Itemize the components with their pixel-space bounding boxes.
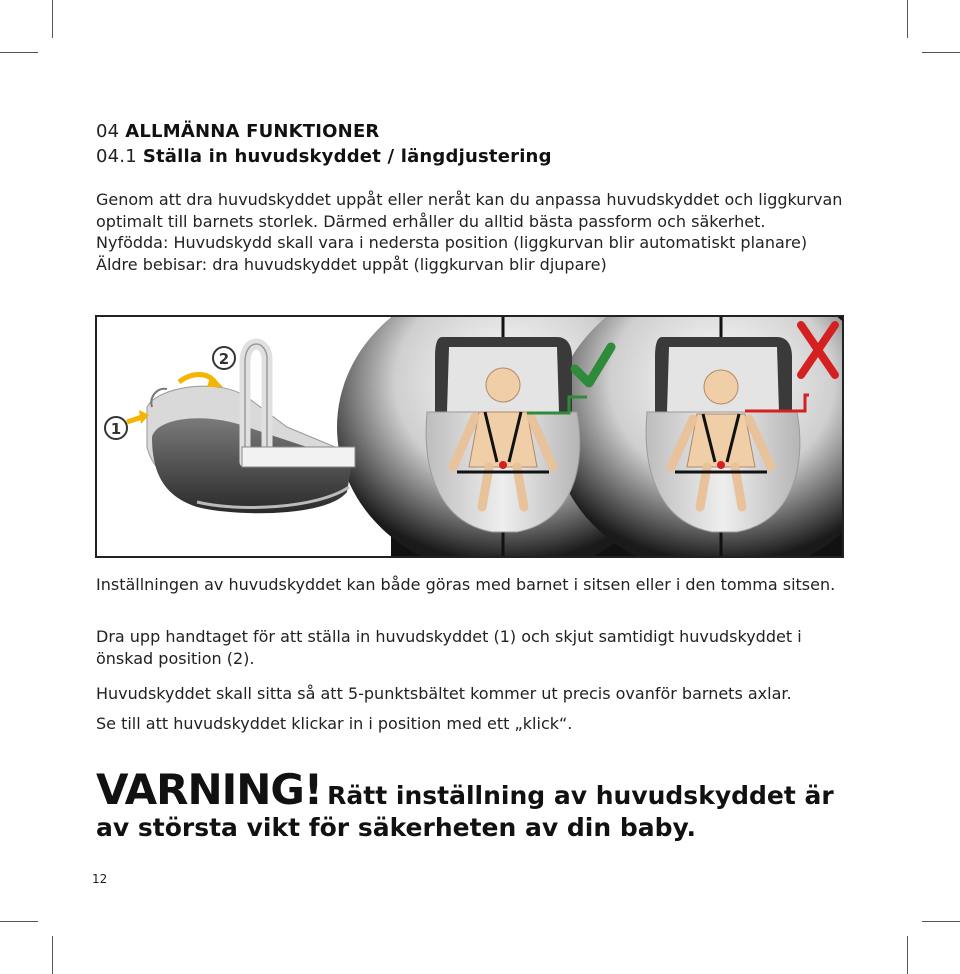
- subsection-number: 04.1: [96, 146, 137, 167]
- subsection-heading: [96, 146, 552, 167]
- section-heading: [96, 121, 380, 142]
- illustration-svg: [97, 317, 842, 556]
- section-number: 04: [96, 121, 120, 142]
- warning-block: [96, 765, 876, 842]
- intro-older: Äldre bebisar: dra huvudskyddet uppåt (liggkurvan blir djupare): [96, 254, 607, 274]
- body-paragraph-3: Huvudskyddet skall sitta så att 5-punktsbältet kommer ut precis ovanför barnets axlar.: [96, 684, 792, 703]
- crop-mark: [907, 936, 908, 974]
- svg-text:2: 2: [218, 350, 230, 368]
- section-title: ALLMÄNNA FUNKTIONER: [125, 121, 380, 142]
- label-2-badge: [213, 347, 235, 369]
- crop-mark: [922, 52, 960, 53]
- body-paragraph-1: Inställningen av huvudskyddet kan både göras med barnet i sitsen eller i den tomma sitsen.: [96, 575, 836, 594]
- intro-paragraph: Genom att dra huvudskyddet uppåt eller neråt kan du anpassa huvudskyddet och liggkurvan optimalt till barnets storlek. Därmed erhåller du alltid bästa passform och säkerhet.: [96, 190, 843, 231]
- crop-mark: [0, 921, 38, 922]
- warning-label: VARNING!: [96, 765, 323, 814]
- label-1-badge: [105, 417, 127, 439]
- subsection-title: Ställa in huvudskyddet / längdjustering: [142, 146, 552, 167]
- intro-newborn: Nyfödda: Huvudskydd skall vara i nedersta position (liggkurvan blir automatiskt planare): [96, 233, 808, 252]
- body-paragraph-2: Dra upp handtaget för att ställa in huvudskyddet (1) och skjut samtidigt huvudskyddet i önskad position (2).: [96, 627, 802, 668]
- svg-text:1: 1: [110, 420, 122, 438]
- body-paragraph-4: Se till att huvudskyddet klickar in i position med ett „klick“.: [96, 714, 573, 733]
- crop-mark: [0, 52, 38, 53]
- intro-text: [96, 189, 856, 275]
- headrest-illustration: [95, 315, 844, 558]
- crop-mark: [52, 936, 53, 974]
- crop-mark: [907, 0, 908, 38]
- warning-line-1: Rätt inställning av huvudskyddet är: [327, 781, 834, 810]
- crop-mark: [52, 0, 53, 38]
- crop-mark: [922, 921, 960, 922]
- page-number: 12: [92, 872, 108, 886]
- warning-line-2: av största vikt för säkerheten av din baby.: [96, 813, 696, 842]
